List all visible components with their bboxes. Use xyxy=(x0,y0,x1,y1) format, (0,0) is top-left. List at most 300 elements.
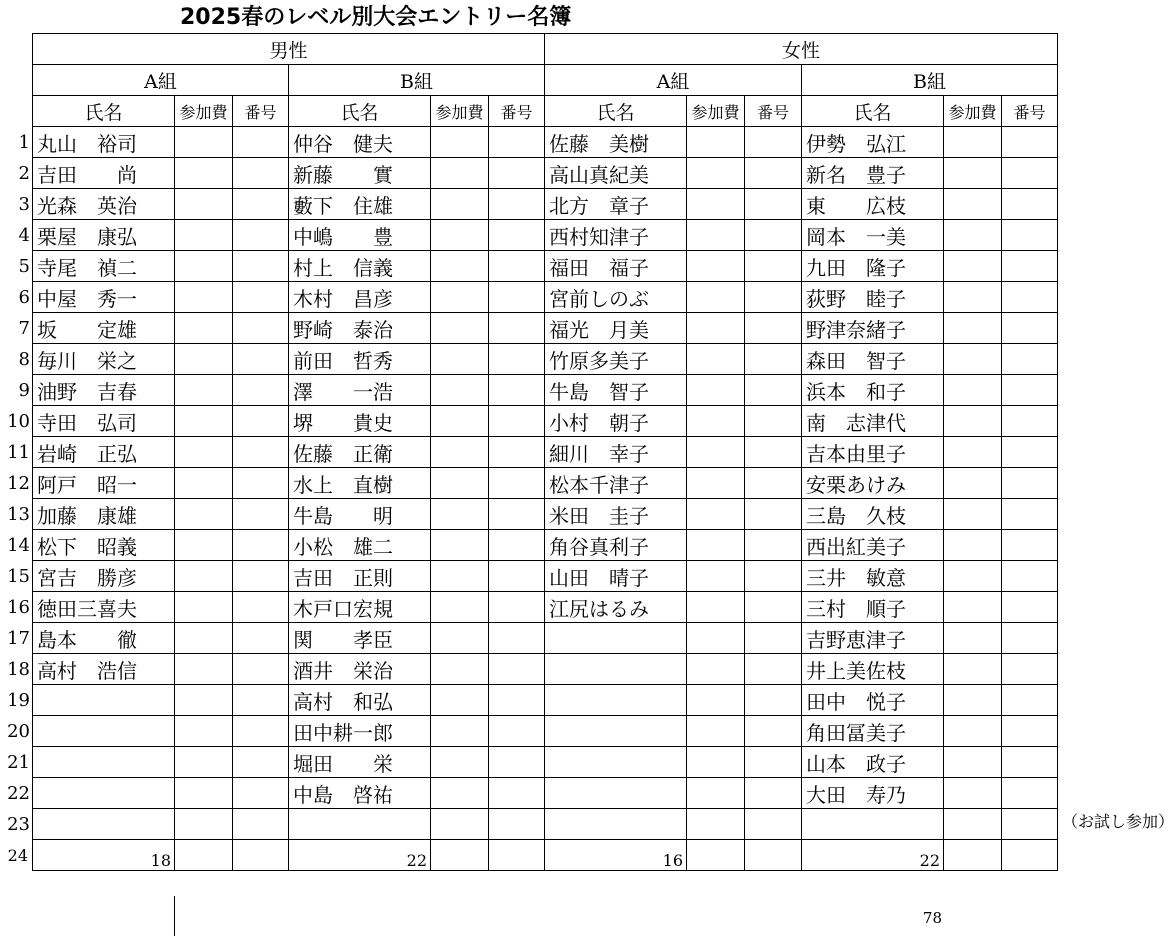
fee-cell[interactable] xyxy=(687,282,745,313)
number-cell[interactable] xyxy=(745,840,802,871)
fee-cell[interactable] xyxy=(687,251,745,282)
number-cell[interactable] xyxy=(489,530,545,561)
number-cell[interactable] xyxy=(1002,685,1058,716)
fee-cell[interactable] xyxy=(944,809,1002,840)
fee-cell[interactable] xyxy=(431,189,489,220)
fee-cell[interactable] xyxy=(944,189,1002,220)
number-cell[interactable] xyxy=(745,499,802,530)
number-cell[interactable] xyxy=(489,220,545,251)
fee-cell[interactable] xyxy=(431,778,489,809)
entry-name-cell[interactable]: 高村 浩信 xyxy=(33,654,175,685)
number-cell[interactable] xyxy=(1002,716,1058,747)
fee-cell[interactable] xyxy=(175,747,233,778)
fee-cell[interactable] xyxy=(175,158,233,189)
entry-name-cell[interactable]: 伊勢 弘江 xyxy=(802,127,944,158)
number-cell[interactable] xyxy=(233,468,289,499)
entry-name-cell[interactable]: 大田 寿乃 xyxy=(802,778,944,809)
number-cell[interactable] xyxy=(745,127,802,158)
entry-name-cell[interactable]: 澤 一浩 xyxy=(289,375,431,406)
number-cell[interactable] xyxy=(1002,406,1058,437)
fee-cell[interactable] xyxy=(431,685,489,716)
fee-cell[interactable] xyxy=(687,561,745,592)
fee-cell[interactable] xyxy=(175,406,233,437)
header-male: 男性 xyxy=(33,34,545,65)
fee-cell[interactable] xyxy=(687,685,745,716)
entry-name-cell[interactable]: 野津奈緒子 xyxy=(802,313,944,344)
fee-cell[interactable] xyxy=(431,747,489,778)
entry-name-cell[interactable]: 毎川 栄之 xyxy=(33,344,175,375)
fee-cell[interactable] xyxy=(175,499,233,530)
fee-cell[interactable] xyxy=(175,716,233,747)
entry-name-cell[interactable]: 牛島 明 xyxy=(289,499,431,530)
entry-name-cell[interactable]: 堀田 栄 xyxy=(289,747,431,778)
entry-name-cell[interactable]: 油野 吉春 xyxy=(33,375,175,406)
number-cell[interactable] xyxy=(745,592,802,623)
fee-cell[interactable] xyxy=(175,189,233,220)
number-cell[interactable] xyxy=(1002,747,1058,778)
number-cell[interactable] xyxy=(745,313,802,344)
number-cell[interactable] xyxy=(745,685,802,716)
entry-name-cell[interactable] xyxy=(33,809,175,840)
fee-cell[interactable] xyxy=(687,840,745,871)
entry-name-cell[interactable]: 竹原多美子 xyxy=(545,344,687,375)
header-number: 番号 xyxy=(745,96,802,127)
header-number: 番号 xyxy=(1002,96,1058,127)
number-cell[interactable] xyxy=(489,561,545,592)
fee-cell[interactable] xyxy=(944,840,1002,871)
entry-name-cell[interactable]: 光森 英治 xyxy=(33,189,175,220)
table-row xyxy=(33,747,1058,778)
number-cell[interactable] xyxy=(489,406,545,437)
entry-name-cell[interactable]: 角谷真利子 xyxy=(545,530,687,561)
number-cell[interactable] xyxy=(1002,251,1058,282)
entry-name-cell[interactable] xyxy=(33,747,175,778)
fee-cell[interactable] xyxy=(175,437,233,468)
fee-cell[interactable] xyxy=(687,437,745,468)
entry-name-cell[interactable]: 宮吉 勝彦 xyxy=(33,561,175,592)
entry-name-cell[interactable]: 牛島 智子 xyxy=(545,375,687,406)
row-number: 8 xyxy=(18,348,30,370)
number-cell[interactable] xyxy=(489,158,545,189)
number-cell[interactable] xyxy=(745,716,802,747)
entry-name-cell[interactable]: 井上美佐枝 xyxy=(802,654,944,685)
fee-cell[interactable] xyxy=(687,406,745,437)
entry-name-cell[interactable] xyxy=(289,809,431,840)
fee-cell[interactable] xyxy=(175,127,233,158)
number-cell[interactable] xyxy=(1002,437,1058,468)
number-cell[interactable] xyxy=(489,282,545,313)
number-cell[interactable] xyxy=(745,654,802,685)
number-cell[interactable] xyxy=(489,313,545,344)
gender-header-row xyxy=(33,34,1058,65)
entry-name-cell[interactable] xyxy=(802,809,944,840)
entry-name-cell[interactable]: 荻野 睦子 xyxy=(802,282,944,313)
entry-name-cell[interactable]: 角田冨美子 xyxy=(802,716,944,747)
fee-cell[interactable] xyxy=(175,344,233,375)
entry-name-cell[interactable]: 東 広枝 xyxy=(802,189,944,220)
entry-name-cell[interactable]: 中島 啓祐 xyxy=(289,778,431,809)
number-cell[interactable] xyxy=(745,158,802,189)
fee-cell[interactable] xyxy=(175,809,233,840)
fee-cell[interactable] xyxy=(431,716,489,747)
entry-name-cell[interactable] xyxy=(33,716,175,747)
entry-name-cell[interactable] xyxy=(545,685,687,716)
number-cell[interactable] xyxy=(233,220,289,251)
number-cell[interactable] xyxy=(745,344,802,375)
fee-cell[interactable] xyxy=(431,499,489,530)
number-cell[interactable] xyxy=(233,654,289,685)
fee-cell[interactable] xyxy=(687,778,745,809)
number-cell[interactable] xyxy=(1002,499,1058,530)
header-fee: 参加費 xyxy=(944,96,1002,127)
number-cell[interactable] xyxy=(233,344,289,375)
number-cell[interactable] xyxy=(1002,158,1058,189)
entry-name-cell[interactable]: 江尻はるみ xyxy=(545,592,687,623)
entry-name-cell[interactable]: 栗屋 康弘 xyxy=(33,220,175,251)
fee-cell[interactable] xyxy=(175,561,233,592)
fee-cell[interactable] xyxy=(431,406,489,437)
table-row xyxy=(33,313,1058,344)
fee-cell[interactable] xyxy=(687,468,745,499)
fee-cell[interactable] xyxy=(431,127,489,158)
fee-cell[interactable] xyxy=(431,375,489,406)
number-cell[interactable] xyxy=(489,685,545,716)
number-cell[interactable] xyxy=(489,592,545,623)
entry-name-cell[interactable]: 吉田 正則 xyxy=(289,561,431,592)
entry-name-cell[interactable] xyxy=(545,747,687,778)
fee-cell[interactable] xyxy=(944,251,1002,282)
fee-cell[interactable] xyxy=(687,530,745,561)
fee-cell[interactable] xyxy=(175,313,233,344)
entry-name-cell[interactable] xyxy=(545,654,687,685)
fee-cell[interactable] xyxy=(175,592,233,623)
fee-cell[interactable] xyxy=(687,375,745,406)
fee-cell[interactable] xyxy=(175,623,233,654)
fee-cell[interactable] xyxy=(431,437,489,468)
entry-name-cell[interactable]: 宮前しのぶ xyxy=(545,282,687,313)
number-cell[interactable] xyxy=(233,623,289,654)
entry-name-cell[interactable]: 寺田 弘司 xyxy=(33,406,175,437)
row-number: 9 xyxy=(18,379,30,401)
fee-cell[interactable] xyxy=(687,499,745,530)
entry-name-cell[interactable]: 北方 章子 xyxy=(545,189,687,220)
entry-name-cell[interactable]: 関 孝臣 xyxy=(289,623,431,654)
fee-cell[interactable] xyxy=(687,127,745,158)
number-cell[interactable] xyxy=(1002,654,1058,685)
entry-name-cell[interactable]: 島本 徹 xyxy=(33,623,175,654)
fee-cell[interactable] xyxy=(687,809,745,840)
entry-name-cell[interactable] xyxy=(33,685,175,716)
fee-cell[interactable] xyxy=(944,685,1002,716)
entry-name-cell[interactable]: 米田 圭子 xyxy=(545,499,687,530)
fee-cell[interactable] xyxy=(944,778,1002,809)
entry-name-cell[interactable]: 三村 順子 xyxy=(802,592,944,623)
entry-name-cell[interactable]: 加藤 康雄 xyxy=(33,499,175,530)
number-cell[interactable] xyxy=(489,437,545,468)
number-cell[interactable] xyxy=(745,437,802,468)
table-row xyxy=(33,778,1058,809)
fee-cell[interactable] xyxy=(687,623,745,654)
fee-cell[interactable] xyxy=(944,313,1002,344)
fee-cell[interactable] xyxy=(431,561,489,592)
fee-cell[interactable] xyxy=(431,251,489,282)
number-cell[interactable] xyxy=(489,375,545,406)
number-cell[interactable] xyxy=(489,840,545,871)
number-cell[interactable] xyxy=(745,375,802,406)
number-cell[interactable] xyxy=(233,716,289,747)
entry-name-cell[interactable] xyxy=(545,809,687,840)
entry-name-cell[interactable]: 吉野恵津子 xyxy=(802,623,944,654)
entry-name-cell[interactable]: 南 志津代 xyxy=(802,406,944,437)
number-cell[interactable] xyxy=(233,778,289,809)
number-cell[interactable] xyxy=(233,127,289,158)
number-cell[interactable] xyxy=(489,747,545,778)
number-cell[interactable] xyxy=(745,406,802,437)
number-cell[interactable] xyxy=(745,282,802,313)
number-cell[interactable] xyxy=(233,685,289,716)
entry-name-cell[interactable]: 浜本 和子 xyxy=(802,375,944,406)
entry-name-cell[interactable]: 九田 隆子 xyxy=(802,251,944,282)
number-cell[interactable] xyxy=(233,530,289,561)
number-cell[interactable] xyxy=(489,468,545,499)
number-cell[interactable] xyxy=(1002,468,1058,499)
entry-name-cell[interactable]: 水上 直樹 xyxy=(289,468,431,499)
fee-cell[interactable] xyxy=(944,747,1002,778)
entry-name-cell[interactable]: 小村 朝子 xyxy=(545,406,687,437)
fee-cell[interactable] xyxy=(431,158,489,189)
number-cell[interactable] xyxy=(745,189,802,220)
number-cell[interactable] xyxy=(1002,220,1058,251)
number-cell[interactable] xyxy=(233,282,289,313)
entry-name-cell[interactable]: 松下 昭義 xyxy=(33,530,175,561)
entry-name-cell[interactable]: 仲谷 健夫 xyxy=(289,127,431,158)
fee-cell[interactable] xyxy=(944,375,1002,406)
number-cell[interactable] xyxy=(1002,561,1058,592)
number-cell[interactable] xyxy=(233,840,289,871)
number-cell[interactable] xyxy=(233,251,289,282)
number-cell[interactable] xyxy=(489,127,545,158)
entry-name-cell[interactable]: 西出紅美子 xyxy=(802,530,944,561)
number-cell[interactable] xyxy=(745,809,802,840)
entry-name-cell[interactable]: 新名 豊子 xyxy=(802,158,944,189)
fee-cell[interactable] xyxy=(175,468,233,499)
number-cell[interactable] xyxy=(745,561,802,592)
fee-cell[interactable] xyxy=(687,313,745,344)
fee-cell[interactable] xyxy=(944,468,1002,499)
number-cell[interactable] xyxy=(489,623,545,654)
number-cell[interactable] xyxy=(233,437,289,468)
fee-cell[interactable] xyxy=(431,344,489,375)
number-cell[interactable] xyxy=(1002,778,1058,809)
row-number: 17 xyxy=(7,627,30,649)
entry-name-cell[interactable]: 丸山 裕司 xyxy=(33,127,175,158)
table-row xyxy=(33,375,1058,406)
entry-name-cell[interactable]: 細川 幸子 xyxy=(545,437,687,468)
number-cell[interactable] xyxy=(233,561,289,592)
number-cell[interactable] xyxy=(1002,282,1058,313)
fee-cell[interactable] xyxy=(175,282,233,313)
entry-name-cell[interactable]: 吉田 尚 xyxy=(33,158,175,189)
number-cell[interactable] xyxy=(233,747,289,778)
fee-cell[interactable] xyxy=(431,468,489,499)
fee-cell[interactable] xyxy=(431,840,489,871)
fee-cell[interactable] xyxy=(687,654,745,685)
number-cell[interactable] xyxy=(233,375,289,406)
entry-name-cell[interactable]: 坂 定雄 xyxy=(33,313,175,344)
entry-name-cell[interactable]: 高村 和弘 xyxy=(289,685,431,716)
entry-name-cell[interactable]: 吉本由里子 xyxy=(802,437,944,468)
number-cell[interactable] xyxy=(1002,623,1058,654)
entry-name-cell[interactable]: 山田 晴子 xyxy=(545,561,687,592)
fee-cell[interactable] xyxy=(687,344,745,375)
fee-cell[interactable] xyxy=(175,654,233,685)
entry-name-cell[interactable]: 村上 信義 xyxy=(289,251,431,282)
fee-cell[interactable] xyxy=(944,592,1002,623)
fee-cell[interactable] xyxy=(175,685,233,716)
fee-cell[interactable] xyxy=(431,220,489,251)
number-cell[interactable] xyxy=(233,406,289,437)
fee-cell[interactable] xyxy=(944,530,1002,561)
entry-name-cell[interactable]: 中嶋 豊 xyxy=(289,220,431,251)
fee-cell[interactable] xyxy=(687,158,745,189)
fee-cell[interactable] xyxy=(175,778,233,809)
fee-cell[interactable] xyxy=(175,840,233,871)
fee-cell[interactable] xyxy=(175,251,233,282)
number-cell[interactable] xyxy=(1002,375,1058,406)
entry-name-cell[interactable]: 小松 雄二 xyxy=(289,530,431,561)
entry-name-cell[interactable]: 前田 哲秀 xyxy=(289,344,431,375)
fee-cell[interactable] xyxy=(687,220,745,251)
entry-name-cell[interactable]: 森田 智子 xyxy=(802,344,944,375)
fee-cell[interactable] xyxy=(944,344,1002,375)
number-cell[interactable] xyxy=(489,778,545,809)
fee-cell[interactable] xyxy=(431,530,489,561)
entry-name-cell[interactable]: 木村 昌彦 xyxy=(289,282,431,313)
entry-name-cell[interactable]: 田中 悦子 xyxy=(802,685,944,716)
entry-name-cell[interactable]: 山本 政子 xyxy=(802,747,944,778)
entry-name-cell[interactable]: 西村知津子 xyxy=(545,220,687,251)
number-cell[interactable] xyxy=(1002,840,1058,871)
fee-cell[interactable] xyxy=(687,716,745,747)
entry-name-cell[interactable]: 岡本 一美 xyxy=(802,220,944,251)
fee-cell[interactable] xyxy=(431,654,489,685)
fee-cell[interactable] xyxy=(687,747,745,778)
number-cell[interactable] xyxy=(489,251,545,282)
entry-name-cell[interactable]: 高山真紀美 xyxy=(545,158,687,189)
number-cell[interactable] xyxy=(233,499,289,530)
entry-name-cell[interactable]: 新藤 實 xyxy=(289,158,431,189)
number-cell[interactable] xyxy=(489,344,545,375)
fee-cell[interactable] xyxy=(944,499,1002,530)
entry-name-cell[interactable]: 徳田三喜夫 xyxy=(33,592,175,623)
number-cell[interactable] xyxy=(745,251,802,282)
table-row xyxy=(33,468,1058,499)
entry-name-cell[interactable]: 木戸口宏規 xyxy=(289,592,431,623)
number-cell[interactable] xyxy=(745,530,802,561)
fee-cell[interactable] xyxy=(431,313,489,344)
fee-cell[interactable] xyxy=(944,127,1002,158)
fee-cell[interactable] xyxy=(175,375,233,406)
number-cell[interactable] xyxy=(489,716,545,747)
fee-cell[interactable] xyxy=(944,158,1002,189)
header-name: 氏名 xyxy=(545,96,687,127)
row-number: 7 xyxy=(18,317,30,339)
entry-name-cell[interactable] xyxy=(545,623,687,654)
entry-name-cell[interactable]: 酒井 栄治 xyxy=(289,654,431,685)
number-cell[interactable] xyxy=(1002,313,1058,344)
fee-cell[interactable] xyxy=(944,654,1002,685)
fee-cell[interactable] xyxy=(687,189,745,220)
number-cell[interactable] xyxy=(1002,530,1058,561)
entry-name-cell[interactable]: 松本千津子 xyxy=(545,468,687,499)
entry-name-cell[interactable]: 寺尾 禎二 xyxy=(33,251,175,282)
fee-cell[interactable] xyxy=(944,282,1002,313)
entry-name-cell[interactable]: 野崎 泰治 xyxy=(289,313,431,344)
entry-name-cell[interactable]: 堺 貴史 xyxy=(289,406,431,437)
entry-name-cell[interactable]: 福田 福子 xyxy=(545,251,687,282)
number-cell[interactable] xyxy=(233,313,289,344)
entry-name-cell[interactable]: 中屋 秀一 xyxy=(33,282,175,313)
fee-cell[interactable] xyxy=(431,592,489,623)
entry-name-cell[interactable]: 佐藤 美樹 xyxy=(545,127,687,158)
number-cell[interactable] xyxy=(489,189,545,220)
entry-name-cell[interactable]: 藪下 住雄 xyxy=(289,189,431,220)
entry-name-cell[interactable] xyxy=(33,778,175,809)
number-cell[interactable] xyxy=(1002,127,1058,158)
entry-name-cell[interactable]: 福光 月美 xyxy=(545,313,687,344)
fee-cell[interactable] xyxy=(175,220,233,251)
entry-name-cell[interactable]: 三島 久枝 xyxy=(802,499,944,530)
fee-cell[interactable] xyxy=(944,561,1002,592)
number-cell[interactable] xyxy=(1002,344,1058,375)
number-cell[interactable] xyxy=(489,654,545,685)
fee-cell[interactable] xyxy=(175,530,233,561)
entry-name-cell[interactable]: 田中耕一郎 xyxy=(289,716,431,747)
number-cell[interactable] xyxy=(233,592,289,623)
entry-name-cell[interactable]: 岩崎 正弘 xyxy=(33,437,175,468)
number-cell[interactable] xyxy=(745,220,802,251)
fee-cell[interactable] xyxy=(944,406,1002,437)
entry-name-cell[interactable]: 三井 敏意 xyxy=(802,561,944,592)
fee-cell[interactable] xyxy=(944,716,1002,747)
number-cell[interactable] xyxy=(745,778,802,809)
fee-cell[interactable] xyxy=(431,623,489,654)
number-cell[interactable] xyxy=(745,623,802,654)
entry-name-cell[interactable] xyxy=(545,778,687,809)
entry-name-cell[interactable]: 佐藤 正衛 xyxy=(289,437,431,468)
number-cell[interactable] xyxy=(233,158,289,189)
number-cell[interactable] xyxy=(1002,809,1058,840)
fee-cell[interactable] xyxy=(944,220,1002,251)
fee-cell[interactable] xyxy=(944,437,1002,468)
entry-name-cell[interactable]: 安栗あけみ xyxy=(802,468,944,499)
number-cell[interactable] xyxy=(489,809,545,840)
fee-cell[interactable] xyxy=(431,809,489,840)
number-cell[interactable] xyxy=(1002,592,1058,623)
fee-cell[interactable] xyxy=(687,592,745,623)
number-cell[interactable] xyxy=(1002,189,1058,220)
number-cell[interactable] xyxy=(745,747,802,778)
fee-cell[interactable] xyxy=(944,623,1002,654)
number-cell[interactable] xyxy=(233,189,289,220)
fee-cell[interactable] xyxy=(431,282,489,313)
number-cell[interactable] xyxy=(745,468,802,499)
entry-name-cell[interactable]: 阿戸 昭一 xyxy=(33,468,175,499)
number-cell[interactable] xyxy=(233,809,289,840)
number-cell[interactable] xyxy=(489,499,545,530)
entry-name-cell[interactable] xyxy=(545,716,687,747)
row-number: 20 xyxy=(7,720,30,742)
